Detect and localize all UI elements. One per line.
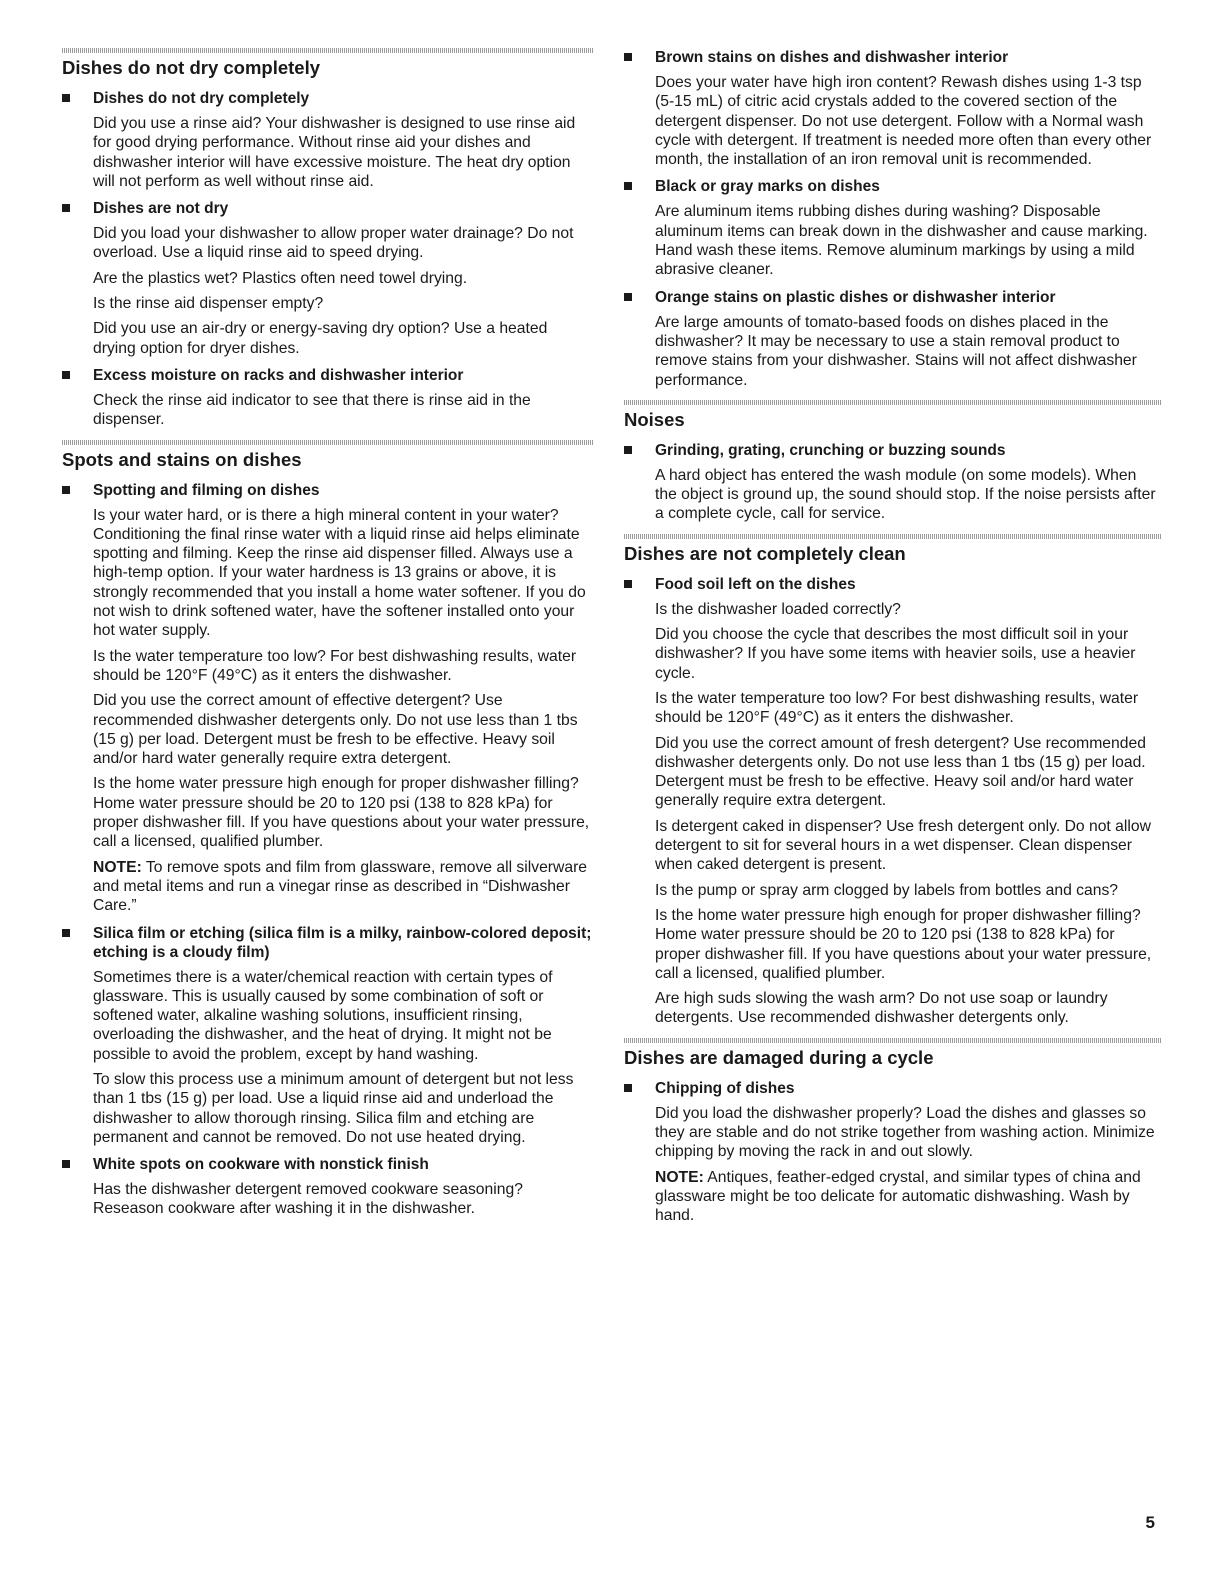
trouble-item (62, 481, 594, 916)
trouble-item (624, 288, 1162, 390)
item-title: White spots on cookware with nonstick finish (93, 1156, 429, 1174)
section-divider (62, 440, 594, 445)
trouble-item (62, 1155, 594, 1219)
item-paragraph: Is your water hard, or is there a high mineral content in your water? Conditioning the final rinse water with a liquid rinse aid helps eliminate spotting and filming. Keep the rinse aid dispenser filled. Always use a high-temp option. If your water hardness is 13 grains or above, it is strongly recommended that you install a home water softener. If you do not wish to drink softened water, have the softener installed onto your hot water supply. (93, 506, 586, 640)
section-divider (624, 534, 1162, 539)
item-paragraph: A hard object has entered the wash module (on some models). When the object is ground up, the sound should stop. If the noise persists after a complete cycle, call for service. (655, 466, 1156, 523)
item-title: Grinding, grating, crunching or buzzing sounds (655, 441, 1006, 459)
section-divider (624, 1038, 1162, 1043)
item-paragraph: Is the rinse aid dispenser empty? (93, 295, 324, 313)
square-bullet-icon (624, 182, 632, 190)
item-paragraph: Is the water temperature too low? For best dishwashing results, water should be 120°F (49°C) as it enters the dishwasher. (655, 689, 1139, 727)
item-paragraph: Did you load your dishwasher to allow proper water drainage? Do not overload. Use a liquid rinse aid to speed drying. (93, 225, 574, 262)
square-bullet-icon (62, 1160, 70, 1168)
item-paragraph: Did you load the dishwasher properly? Load the dishes and glasses so they are stable and do not strike together from washing action. Minimize chipping by moving the rack in and out slowly. (655, 1104, 1155, 1161)
item-paragraph: Does your water have high iron content? Rewash dishes using 1-3 tsp (5-15 mL) of citric acid crystals added to the covered section of the detergent dispenser. Do not use detergent. Follow with a Normal wash cycle with detergent. If treatment is needed more often than every other month, the installation of an iron removal unit is recommended. (655, 74, 1152, 169)
section-divider (62, 48, 594, 53)
item-title: Spotting and filming on dishes (93, 481, 320, 499)
item-paragraph: Did you use a rinse aid? Your dishwasher is designed to use rinse aid for good drying performance. Without rinse aid your dishes and dishwasher interior will have excessive moisture. The heat dry option will not perform as well without rinse aid. (93, 115, 576, 190)
item-title: Silica film or etching (silica film is a milky, rainbow-colored deposit; etching is a cloudy film) (93, 924, 592, 961)
square-bullet-icon (62, 371, 70, 379)
square-bullet-icon (624, 446, 632, 454)
item-paragraph: Did you use the correct amount of effective detergent? Use recommended dishwasher detergents only. Do not use less than 1 tbs (15 g) per load. Detergent must be fresh to be effective. Heavy soil and/or hard water generally require extra detergent. (93, 692, 578, 768)
item-paragraph: Did you use an air-dry or energy-saving dry option? Use a heated drying option for dryer dishes. (93, 320, 548, 357)
item-title: Brown stains on dishes and dishwasher interior (655, 49, 1009, 66)
square-bullet-icon (624, 580, 632, 588)
item-paragraph: Are high suds slowing the wash arm? Do not use soap or laundry detergents. Use recommended dishwasher detergents only. (655, 990, 1108, 1027)
square-bullet-icon (62, 204, 70, 212)
note-label: NOTE: (655, 1168, 704, 1186)
trouble-item (62, 199, 594, 358)
page-number: 5 (1145, 1513, 1155, 1532)
item-paragraph: Is detergent caked in dispenser? Use fresh detergent only. Do not allow detergent to sit for several hours in a wet dispenser. Clean dispenser when caked detergent is present. (655, 817, 1151, 874)
trouble-item (62, 924, 594, 1148)
item-paragraph: Is the home water pressure high enough for proper dishwasher filling? Home water pressure should be 20 to 120 psi (138 to 828 kPa) for proper dishwasher fill. If you have questions about your water pressure, call a licensed, qualified plumber. (93, 775, 590, 851)
item-paragraph: Did you use the correct amount of fresh detergent? Use recommended dishwasher detergents only. Do not use less than 1 tbs (15 g) per load. Detergent must be fresh to be effective. Heavy soil and/or hard water generally require extra detergent. (655, 734, 1146, 810)
item-title: Chipping of dishes (655, 1079, 795, 1097)
item-paragraph: Are aluminum items rubbing dishes during washing? Disposable aluminum items can break down in the dishwasher and cause marking. Hand wash these items. Remove aluminum markings by using a mild abrasive cleaner. (655, 203, 1148, 279)
square-bullet-icon (62, 94, 70, 102)
item-paragraph: Are the plastics wet? Plastics often need towel drying. (93, 269, 468, 287)
trouble-item (624, 177, 1162, 279)
item-paragraph: Has the dishwasher detergent removed cookware seasoning? Reseason cookware after washing it in the dishwasher. (93, 1181, 523, 1218)
item-paragraph: Sometimes there is a water/chemical reaction with certain types of glassware. This is usually caused by some combination of soft or softened water, alkaline washing solutions, insufficient rinsing, overloading the dishwasher, and the heat of drying. It might not be possible to avoid the problem, except by hand washing. (93, 968, 553, 1063)
square-bullet-icon (624, 1084, 632, 1092)
trouble-item (62, 366, 594, 430)
square-bullet-icon (62, 486, 70, 494)
item-paragraph: Are large amounts of tomato-based foods on dishes placed in the dishwasher? It may be necessary to use a stain removal product to remove stains from your dishwasher. Stains will not affect dishwasher performance. (655, 313, 1137, 389)
trouble-item (624, 441, 1162, 524)
note-text: Antiques, feather-edged crystal, and similar types of china and glassware might be too delicate for automatic dishwashing. Wash by hand. (655, 1168, 1141, 1225)
note-paragraph (655, 1168, 1162, 1226)
section-title-not-clean: Dishes are not completely clean (624, 542, 906, 564)
item-title: Dishes are not dry (93, 200, 229, 218)
section-title-damaged: Dishes are damaged during a cycle (624, 1046, 934, 1068)
note-paragraph (93, 858, 594, 916)
item-paragraph: Is the water temperature too low? For best dishwashing results, water should be 120°F (49°C) as it enters the dishwasher. (93, 647, 577, 684)
square-bullet-icon (624, 293, 632, 301)
item-title: Excess moisture on racks and dishwasher interior (93, 366, 464, 384)
item-paragraph: Check the rinse aid indicator to see that there is rinse aid in the dispenser. (93, 391, 531, 429)
item-title: Orange stains on plastic dishes or dishwasher interior (655, 288, 1056, 306)
square-bullet-icon (624, 53, 632, 61)
section-title-spots: Spots and stains on dishes (62, 448, 302, 470)
right-column (624, 48, 1162, 1233)
trouble-item (62, 89, 594, 191)
note-text: To remove spots and film from glassware, remove all silverware and metal items and run a vinegar rinse as described in “Dishwasher Care.” (93, 858, 588, 915)
item-title: Black or gray marks on dishes (655, 178, 880, 196)
square-bullet-icon (62, 929, 70, 937)
section-divider (624, 400, 1162, 405)
item-title: Dishes do not dry completely (93, 90, 310, 107)
item-paragraph: Did you choose the cycle that describes the most difficult soil in your dishwasher? If you have some items with heavier soils, use a heavier cycle. (655, 626, 1136, 682)
item-paragraph: Is the dishwasher loaded correctly? (655, 600, 901, 618)
section-title-noises: Noises (624, 408, 685, 430)
trouble-item (624, 575, 1162, 1028)
section-title-dry: Dishes do not dry completely (62, 57, 321, 78)
item-title: Food soil left on the dishes (655, 575, 856, 593)
left-column (62, 48, 594, 1227)
trouble-item (624, 1079, 1162, 1226)
note-label: NOTE: (93, 858, 142, 876)
item-paragraph: To slow this process use a minimum amount of detergent but not less than 1 tbs (15 g) per load. Use a liquid rinse aid and underload the dishwasher to allow thorough rinsing. Silica film and etching are permanent and cannot be removed. Do not use heated drying. (93, 1070, 574, 1146)
item-paragraph: Is the home water pressure high enough for proper dishwasher filling? Home water pressure should be 20 to 120 psi (138 to 828 kPa) for proper dishwasher fill. If you have questions about your water pressure, call a licensed, qualified plumber. (655, 906, 1152, 982)
trouble-item (624, 48, 1162, 169)
item-paragraph: Is the pump or spray arm clogged by labels from bottles and cans? (655, 881, 1119, 899)
